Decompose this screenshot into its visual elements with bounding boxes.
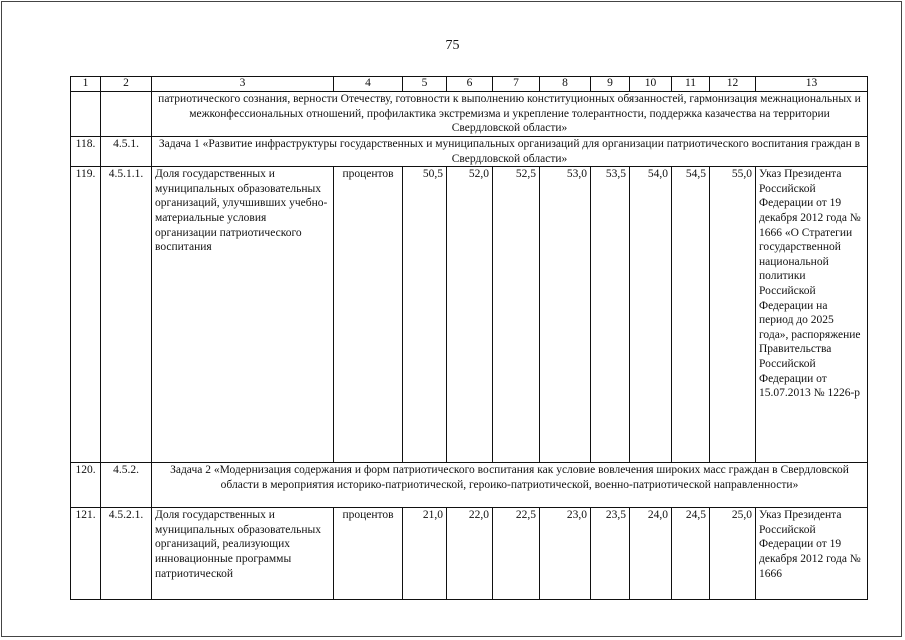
indicator-value: 52,0 [447,167,493,463]
column-number-row [71,77,868,92]
task-text: Задача 1 «Развитие инфраструктуры государственных и муниципальных организаций для организации патриотического воспитания граждан в Свердловской области» [152,137,868,167]
indicator-value: 21,0 [403,508,447,600]
continued-goal-text: патриотического сознания, верности Отечеству, готовности к выполнению конституционных обязанностей, гармонизация межнациональных и межконфессиональных отношений, профилактика экстремизма и укрепление толерантности, поддержка казачества на территории Свердловской области» [152,92,868,137]
indicator-unit: процентов [334,167,403,463]
column-number: 9 [591,77,630,92]
column-number: 6 [447,77,493,92]
row-number: 119. [71,167,101,463]
row-code: 4.5.1. [101,137,152,167]
indicator-value: 53,0 [540,167,591,463]
indicator-value: 54,0 [630,167,672,463]
legal-source: Указ Президента Российской Федерации от 19 декабря 2012 года № 1666 «О Стратегии государственной национальной политики Российской Федерации на период до 2025 года», распоряжение Правительства Российской Федерации от 15.07.2013 № 1226-р [756,167,868,463]
indicator-row [71,508,868,600]
column-number: 8 [540,77,591,92]
column-number: 7 [493,77,540,92]
indicator-unit: процентов [334,508,403,600]
row-code: 4.5.2.1. [101,508,152,600]
continued-goal-row [71,92,868,137]
row-code: 4.5.2. [101,463,152,508]
column-number: 2 [101,77,152,92]
row-number: 120. [71,463,101,508]
indicator-name: Доля государственных и муниципальных образовательных организаций, улучшивших учебно-материальные условия организации патриотического воспитания [152,167,334,463]
indicator-value: 54,5 [672,167,710,463]
indicator-value: 22,5 [493,508,540,600]
column-number: 13 [756,77,868,92]
task-text: Задача 2 «Модернизация содержания и форм патриотического воспитания как условие вовлечения широких масс граждан в Свердловской области в мероприятия историко-патриотической, героико-патриотической, военно-патриотической направленности» [152,463,868,508]
indicator-value: 55,0 [710,167,756,463]
legal-source: Указ Президента Российской Федерации от 19 декабря 2012 года № 1666 [756,508,868,600]
indicator-value: 25,0 [710,508,756,600]
indicator-value: 24,0 [630,508,672,600]
indicator-value: 23,5 [591,508,630,600]
indicator-value: 24,5 [672,508,710,600]
indicator-value: 22,0 [447,508,493,600]
indicator-value: 53,5 [591,167,630,463]
row-number-cell [71,92,101,137]
indicator-value: 52,5 [493,167,540,463]
indicator-row [71,167,868,463]
page-number: 75 [445,38,460,53]
indicator-value: 23,0 [540,508,591,600]
column-number: 1 [71,77,101,92]
row-code: 4.5.1.1. [101,167,152,463]
row-code-cell [101,92,152,137]
task-row [71,137,868,167]
row-number: 118. [71,137,101,167]
indicator-value: 50,5 [403,167,447,463]
column-number: 12 [710,77,756,92]
column-number: 3 [152,77,334,92]
row-number: 121. [71,508,101,600]
task-row [71,463,868,508]
indicator-name: Доля государственных и муниципальных образовательных организаций, реализующих инновационные программы патриотической [152,508,334,600]
column-number: 11 [672,77,710,92]
column-number: 5 [403,77,447,92]
column-number: 10 [630,77,672,92]
indicator-table [70,76,868,600]
column-number: 4 [334,77,403,92]
